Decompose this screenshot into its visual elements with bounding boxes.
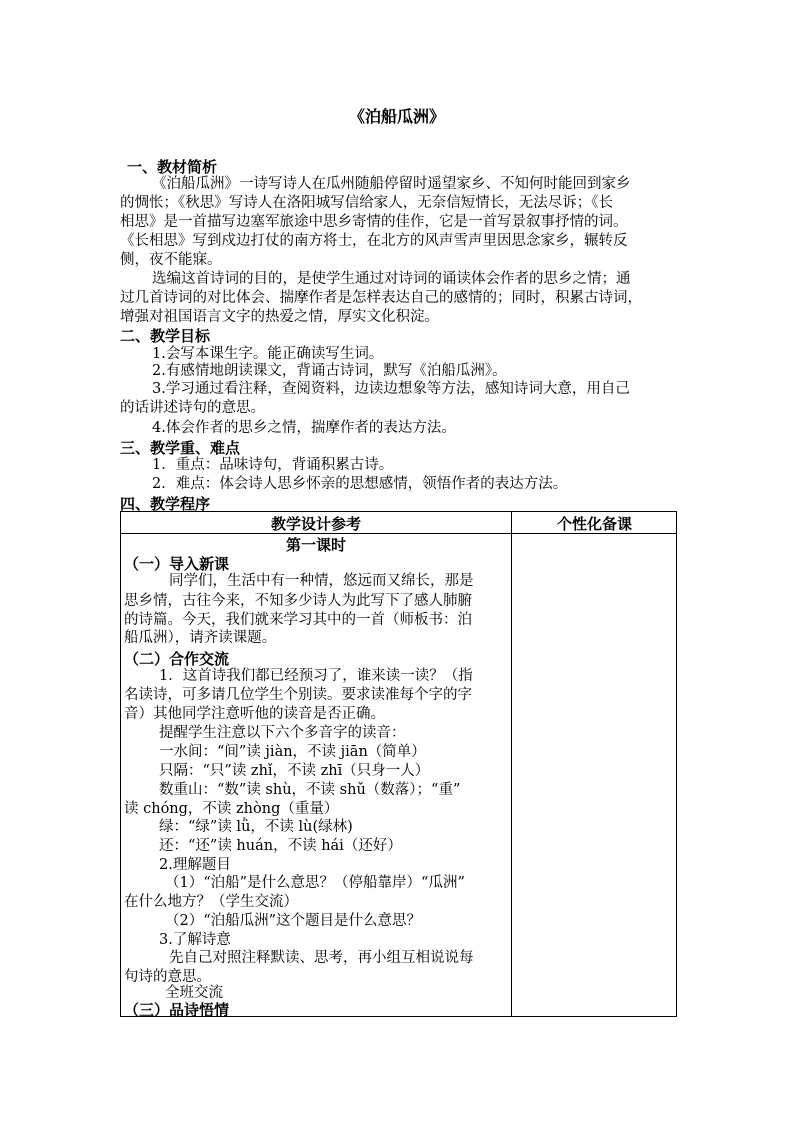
column-header-personal: 个性化备课 [556, 515, 632, 533]
section-heading-keypoints: 三、教学重、难点 [120, 439, 241, 457]
coop-line: 读 chóng，不读 zhòng（重量） [124, 801, 339, 817]
part-heading-coop: （二）合作交流 [124, 650, 230, 668]
analysis-line: 增强对祖国语言文字的热爱之情，厚实文化积淀。 [120, 309, 439, 325]
keypoint-item: 2．难点：体会诗人思乡怀亲的思想感情，领悟作者的表达方法。 [152, 476, 568, 492]
analysis-line: 过几首诗词的对比体会、揣摩作者是怎样表达自己的感情的；同时，积累古诗词， [120, 290, 642, 306]
coop-line: 还：“还”读 huán，不读 hái（还好） [159, 838, 402, 854]
goal-item: 3.学习通过看注释，查阅资料，边读边想象等方法，感知诗词大意，用自己 [152, 381, 630, 397]
analysis-line: 选编这首诗词的目的，是使学生通过对诗词的诵读体会作者的思乡之情；通 [152, 271, 631, 287]
intro-line: 的诗篇。今天，我们就来学习其中的一首（师板书：泊 [124, 612, 472, 628]
goal-item: 4.体会作者的思乡之情，揣摩作者的表达方法。 [152, 420, 456, 436]
coop-line: （2）“泊船瓜洲”这个题目是什么意思？ [165, 913, 422, 929]
coop-line: 句诗的意思。 [124, 969, 211, 985]
section-heading-goals: 二、教学目标 [120, 327, 211, 345]
coop-line: 音）其他同学注意听他的读音是否正确。 [124, 706, 385, 722]
goal-item: 2.有感情地朗读课文，背诵古诗词，默写《泊船瓜洲》。 [152, 363, 507, 379]
goal-item: 的话讲述诗句的意思。 [120, 400, 265, 416]
column-header-design: 教学设计参考 [270, 515, 361, 533]
intro-line: 思乡情，古往今来，不知多少诗人为此写下了感人肺腑 [124, 593, 472, 609]
analysis-line: 的惆怅；《秋思》写诗人在洛阳城写信给家人，无奈信短情长，无法尽诉；《长 [120, 195, 613, 211]
analysis-line: 相思》是一首描写边塞军旅途中思乡寄情的佳作，它是一首写景叙事抒情的词。 [120, 214, 628, 230]
section-heading-procedure: 四、教学程序 [120, 495, 211, 513]
coop-line: 1．这首诗我们都已经预习了，谁来读一读？（指 [159, 668, 473, 684]
analysis-line: 侧，夜不能寐。 [120, 252, 222, 268]
intro-line: 船瓜洲），请齐读课题。 [124, 630, 277, 646]
coop-line: 提醒学生注意以下六个多音字的读音： [159, 725, 406, 741]
coop-line: 名读诗，可多请几位学生个别读。要求读准每个字的字 [124, 687, 472, 703]
coop-line: 2.理解题目 [159, 857, 231, 873]
coop-line: 3.了解诗意 [159, 932, 231, 948]
column-divider [511, 512, 512, 1016]
keypoint-item: 1．重点：品味诗句，背诵积累古诗。 [152, 457, 394, 473]
analysis-line: 《泊船瓜洲》一诗写诗人在瓜州随船停留时遥望家乡、不知何时能回到家乡 [152, 176, 631, 192]
coop-line: 全班交流 [165, 985, 223, 1001]
coop-line: 数重山：“数”读 shù，不读 shǔ（数落）；“重” [159, 782, 461, 798]
section-heading-analysis: 一、教材简析 [127, 158, 218, 176]
coop-line: 先自己对照注释默读、思考，再小组互相说说每 [169, 950, 474, 966]
goal-item: 1.会写本课生字。能正确读写生词。 [152, 346, 384, 362]
coop-line: 只隔：“只”读 zhǐ，不读 zhī（只身一人） [159, 763, 430, 779]
coop-line: 绿：“绿”读 lǜ，不读 lù(绿林) [159, 819, 353, 835]
part-heading-appreciation: （三）品诗悟情 [124, 1001, 230, 1019]
page-title: 《泊船瓜洲》 [348, 107, 445, 126]
coop-line: 在什么地方？（学生交流） [124, 894, 298, 910]
lesson-title: 第一课时 [285, 536, 346, 554]
part-heading-intro: （一）导入新课 [124, 555, 230, 573]
coop-line: 一水间：“间”读 jiàn，不读 jiān（简单） [159, 744, 426, 760]
coop-line: （1）“泊船”是什么意思？（停船靠岸）“瓜洲” [165, 875, 465, 891]
procedure-table [120, 511, 677, 1017]
intro-line: 同学们，生活中有一种情，悠远而又绵长，那是 [169, 573, 474, 589]
analysis-line: 《长相思》写到戍边打仗的南方将士，在北方的风声雪声里因思念家乡，辗转反 [120, 233, 628, 249]
